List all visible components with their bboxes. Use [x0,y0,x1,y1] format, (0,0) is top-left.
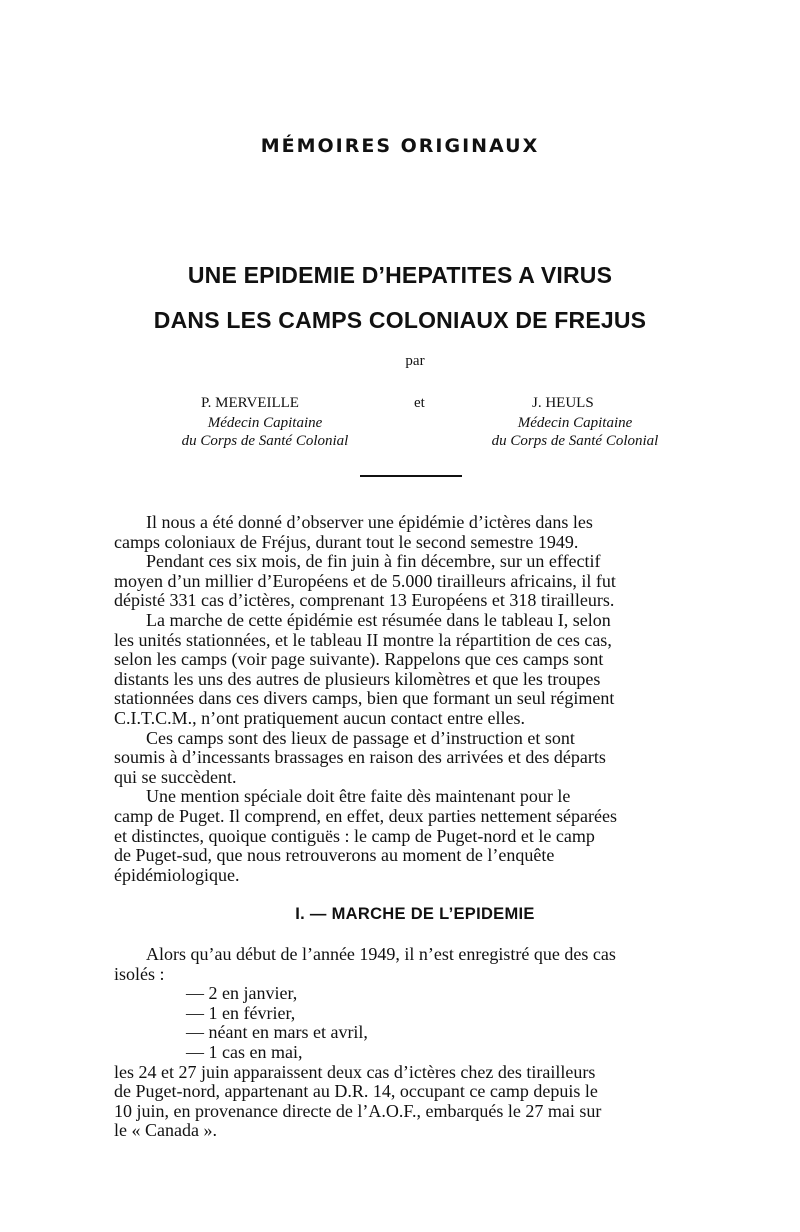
body-line: Pendant ces six mois, de fin juin à fin décembre, sur un effectif [146,551,601,572]
body-line: moyen d’un millier d’Européens et de 5.000 tirailleurs africains, il fut [114,570,616,591]
list-item: — 1 en février, [186,1002,296,1023]
author-2-affiliation [460,414,690,450]
author-2-role: Médecin Capitaine [517,415,633,431]
body-line: isolés : [114,963,165,984]
body-line: 10 juin, en provenance directe de l’A.O.F., embarqués le 27 mai sur [114,1100,602,1121]
body-line: distants les uns des autres de plusieurs kilomètres et que les troupes [114,668,601,689]
body-line: et distinctes, quoique contiguës : le camp de Puget-nord et le camp [114,825,595,846]
body-line: le « Canada ». [114,1120,217,1141]
separator-rule [360,475,462,477]
body-line: épidémiologique. [114,864,240,885]
body-line: Alors qu’au début de l’année 1949, il n’est enregistré que des cas [146,944,616,964]
body-line: les 24 et 27 juin apparaissent deux cas d’ictères chez des tirailleurs [114,1061,596,1082]
body-line: Ces camps sont des lieux de passage et d’instruction et sont [146,727,575,748]
body-line: camp de Puget. Il comprend, en effet, deux parties nettement séparées [114,805,617,826]
article-title-line-1: UNE EPIDEMIE D’HEPATITES A VIRUS [187,262,613,288]
introduction-text [114,513,617,885]
author-1-affiliation [150,414,380,450]
body-line: les unités stationnées, et le tableau II montre la répartition de ces cas, [114,629,612,650]
byline-par: par [405,353,425,369]
part-title: I. — MARCHE DE L’EPIDEMIE [295,905,535,923]
section-header: MÉMOIRES ORIGINAUX [260,135,540,157]
author-1-name: P. MERVEILLE [201,395,299,411]
body-line: selon les camps (voir page suivante). Rappelons que ces camps sont [114,649,604,670]
part-1-text [114,945,616,1141]
body-line: dépisté 331 cas d’ictères, comprenant 13 Européens et 318 tirailleurs. [114,590,615,611]
body-line: camps coloniaux de Fréjus, durant tout le second semestre 1949. [114,531,579,552]
list-item: — 1 cas en mai, [186,1041,303,1062]
author-connector: et [414,395,425,411]
author-1-corps: du Corps de Santé Colonial [181,433,349,449]
body-line: C.I.T.C.M., n’ont pratiquement aucun contact entre elles. [114,707,526,728]
list-item: — néant en mars et avril, [186,1022,368,1043]
body-line: Il nous a été donné d’observer une épidémie d’ictères dans les [146,512,593,532]
body-line: de Puget-nord, appartenant au D.R. 14, occupant ce camp depuis le [114,1081,598,1102]
body-line: de Puget-sud, que nous retrouverons au moment de l’enquête [114,845,555,866]
author-2-corps: du Corps de Santé Colonial [491,433,659,449]
body-line: stationnées dans ces divers camps, bien que formant un seul régiment [114,688,615,709]
body-line: soumis à d’incessants brassages en raison des arrivées et des départs [114,747,606,768]
body-line: Une mention spéciale doit être faite dès maintenant pour le [146,786,571,807]
article-title-line-2: DANS LES CAMPS COLONIAUX DE FREJUS [153,307,647,333]
author-1-role: Médecin Capitaine [207,415,323,431]
list-item: — 2 en janvier, [186,983,298,1004]
body-line: La marche de cette épidémie est résumée dans le tableau I, selon [146,609,611,630]
body-line: qui se succèdent. [114,766,237,787]
author-2-name: J. HEULS [532,395,594,411]
